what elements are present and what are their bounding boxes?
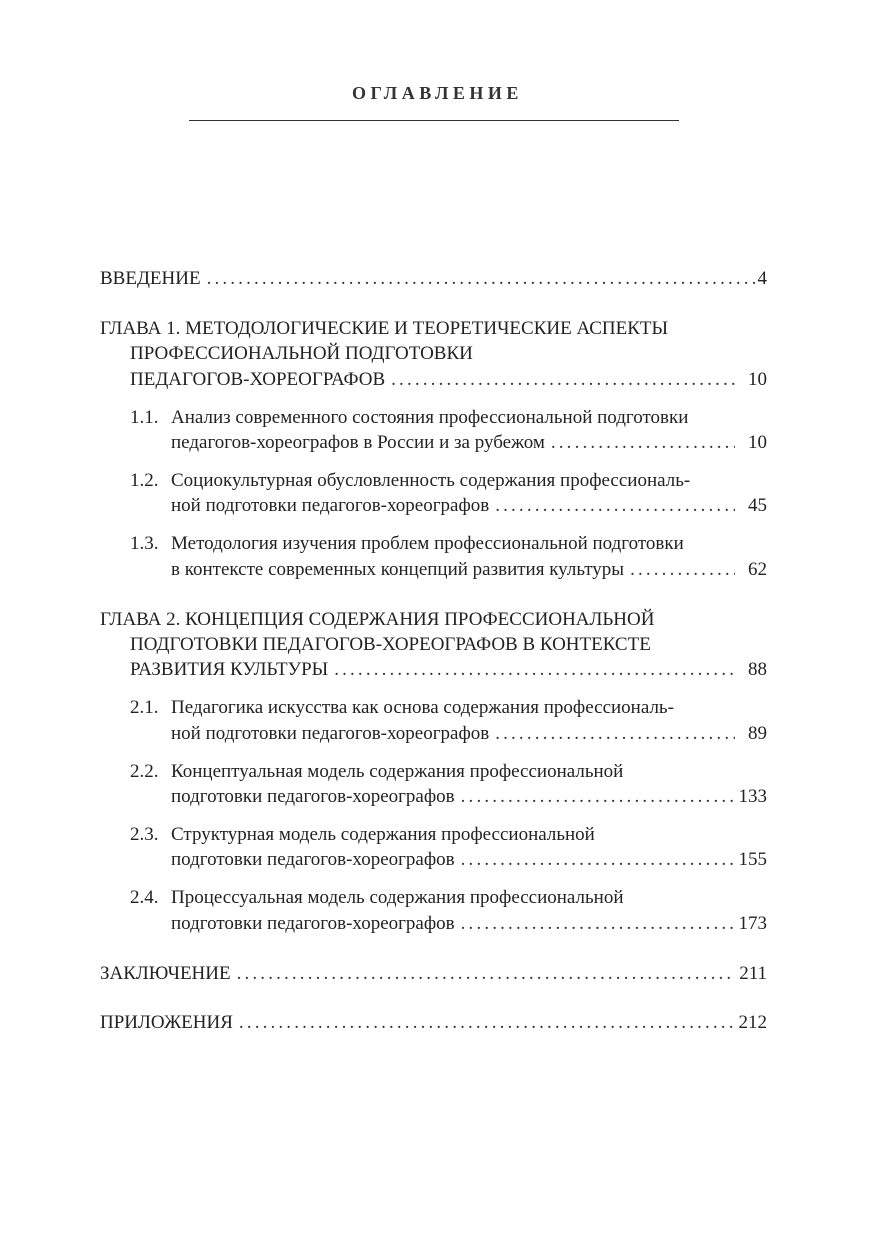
page-number: 62 — [748, 558, 767, 580]
entry-title-text: ПРИЛОЖЕНИЯ — [100, 1012, 233, 1034]
dot-leader — [495, 721, 735, 746]
entry-title-text: ной подготовки педагогов-хореографов — [171, 722, 490, 744]
toc-section-entry[interactable] — [100, 405, 767, 456]
page-number: 10 — [748, 432, 767, 454]
entry-line — [100, 557, 767, 582]
section-number: 1.3. — [130, 533, 159, 555]
entry-title-text: ВВЕДЕНИЕ — [100, 268, 201, 289]
page-number: 212 — [738, 1012, 767, 1034]
entry-line — [100, 607, 767, 632]
dot-leader — [495, 493, 735, 518]
entry-line — [100, 316, 767, 341]
section-number: 2.3. — [130, 823, 159, 845]
entry-line — [100, 911, 767, 936]
page-number: 155 — [738, 849, 767, 871]
entry-title-text: РАЗВИТИЯ КУЛЬТУРЫ — [130, 659, 329, 681]
dot-leader — [207, 266, 758, 291]
page-title: ОГЛАВЛЕНИЕ — [352, 83, 523, 103]
toc-section-entry[interactable] — [100, 759, 767, 810]
entry-line — [100, 430, 767, 455]
section-number: 1.2. — [130, 469, 159, 491]
entry-line — [100, 695, 767, 720]
page-number: 4 — [757, 268, 767, 289]
toc-section-entry[interactable] — [100, 695, 767, 746]
page-number: 45 — [748, 495, 767, 517]
entry-line — [100, 721, 767, 746]
entry-title-text: Педагогика искусства как основа содержания профессиональ- — [171, 697, 674, 719]
entry-title-text: ГЛАВА 1. МЕТОДОЛОГИЧЕСКИЕ И ТЕОРЕТИЧЕСКИЕ АСПЕКТЫ — [100, 317, 669, 339]
dot-leader — [461, 784, 735, 809]
entry-title-text: подготовки педагогов-хореографов — [171, 786, 455, 807]
page-number: 173 — [738, 912, 767, 934]
page-number: 133 — [738, 786, 767, 807]
entry-title-text: педагогов-хореографов в России и за рубежом — [171, 432, 545, 454]
dot-leader — [237, 961, 735, 986]
entry-line — [100, 531, 767, 556]
toc-chapter-entry[interactable] — [100, 607, 767, 683]
toc-section-entry[interactable] — [100, 468, 767, 519]
entry-line — [100, 367, 767, 392]
entry-line — [100, 784, 767, 809]
entry-title-text: ПОДГОТОВКИ ПЕДАГОГОВ-ХОРЕОГРАФОВ В КОНТЕКСТЕ — [130, 633, 651, 655]
entry-line — [100, 1010, 767, 1035]
page-number: 10 — [748, 368, 767, 390]
entry-line — [100, 341, 767, 366]
entry-title-text: ной подготовки педагогов-хореографов — [171, 495, 490, 517]
entry-line — [100, 632, 767, 657]
entry-title-text: подготовки педагогов-хореографов — [171, 849, 455, 871]
page-number: 88 — [748, 659, 767, 681]
dot-leader — [391, 367, 735, 392]
entry-title-text: Методология изучения проблем профессиональной подготовки — [171, 533, 684, 555]
entry-line — [100, 847, 767, 872]
toc-section-entry[interactable] — [100, 531, 767, 582]
entry-line — [100, 759, 767, 784]
entry-title-text: ПРОФЕССИОНАЛЬНОЙ ПОДГОТОВКИ — [130, 343, 473, 365]
toc-chapter-entry[interactable] — [100, 266, 767, 291]
entry-title-text: подготовки педагогов-хореографов — [171, 912, 455, 934]
entry-title-text: ЗАКЛЮЧЕНИЕ — [100, 962, 231, 984]
entry-line — [100, 961, 767, 986]
entry-line — [100, 822, 767, 847]
entry-line — [100, 885, 767, 910]
page-number: 211 — [739, 962, 767, 984]
entry-title-text: Социокультурная обусловленность содержания профессиональ- — [171, 469, 691, 491]
entry-title-text: Структурная модель содержания профессиональной — [171, 823, 595, 845]
section-number: 2.4. — [130, 887, 159, 909]
dot-leader — [334, 657, 735, 682]
section-number: 1.1. — [130, 406, 159, 428]
entry-title-text: Процессуальная модель содержания профессиональной — [171, 887, 624, 909]
entry-title-text: ГЛАВА 2. КОНЦЕПЦИЯ СОДЕРЖАНИЯ ПРОФЕССИОНАЛЬНОЙ — [100, 608, 655, 630]
dot-leader — [630, 557, 735, 582]
entry-line — [100, 266, 767, 291]
dot-leader — [461, 911, 735, 936]
entry-title-text: Анализ современного состояния профессиональной подготовки — [171, 406, 689, 428]
entry-line — [100, 468, 767, 493]
dot-leader — [239, 1010, 735, 1035]
dot-leader — [551, 430, 735, 455]
toc-chapter-entry[interactable] — [100, 961, 767, 986]
entry-title-text: Концептуальная модель содержания профессиональной — [171, 760, 624, 782]
toc-section-entry[interactable] — [100, 885, 767, 936]
page-number: 89 — [748, 722, 767, 744]
toc-section-entry[interactable] — [100, 822, 767, 873]
title-divider — [189, 120, 679, 121]
entry-line — [100, 657, 767, 682]
toc-chapter-entry[interactable] — [100, 316, 767, 392]
section-number: 2.1. — [130, 697, 159, 719]
entry-line — [100, 405, 767, 430]
entry-title-text: в контексте современных концепций развития культуры — [171, 558, 625, 580]
section-number: 2.2. — [130, 760, 159, 782]
table-of-contents — [100, 266, 767, 1036]
dot-leader — [461, 847, 735, 872]
entry-line — [100, 493, 767, 518]
entry-title-text: ПЕДАГОГОВ-ХОРЕОГРАФОВ — [130, 368, 386, 390]
toc-chapter-entry[interactable] — [100, 1010, 767, 1035]
